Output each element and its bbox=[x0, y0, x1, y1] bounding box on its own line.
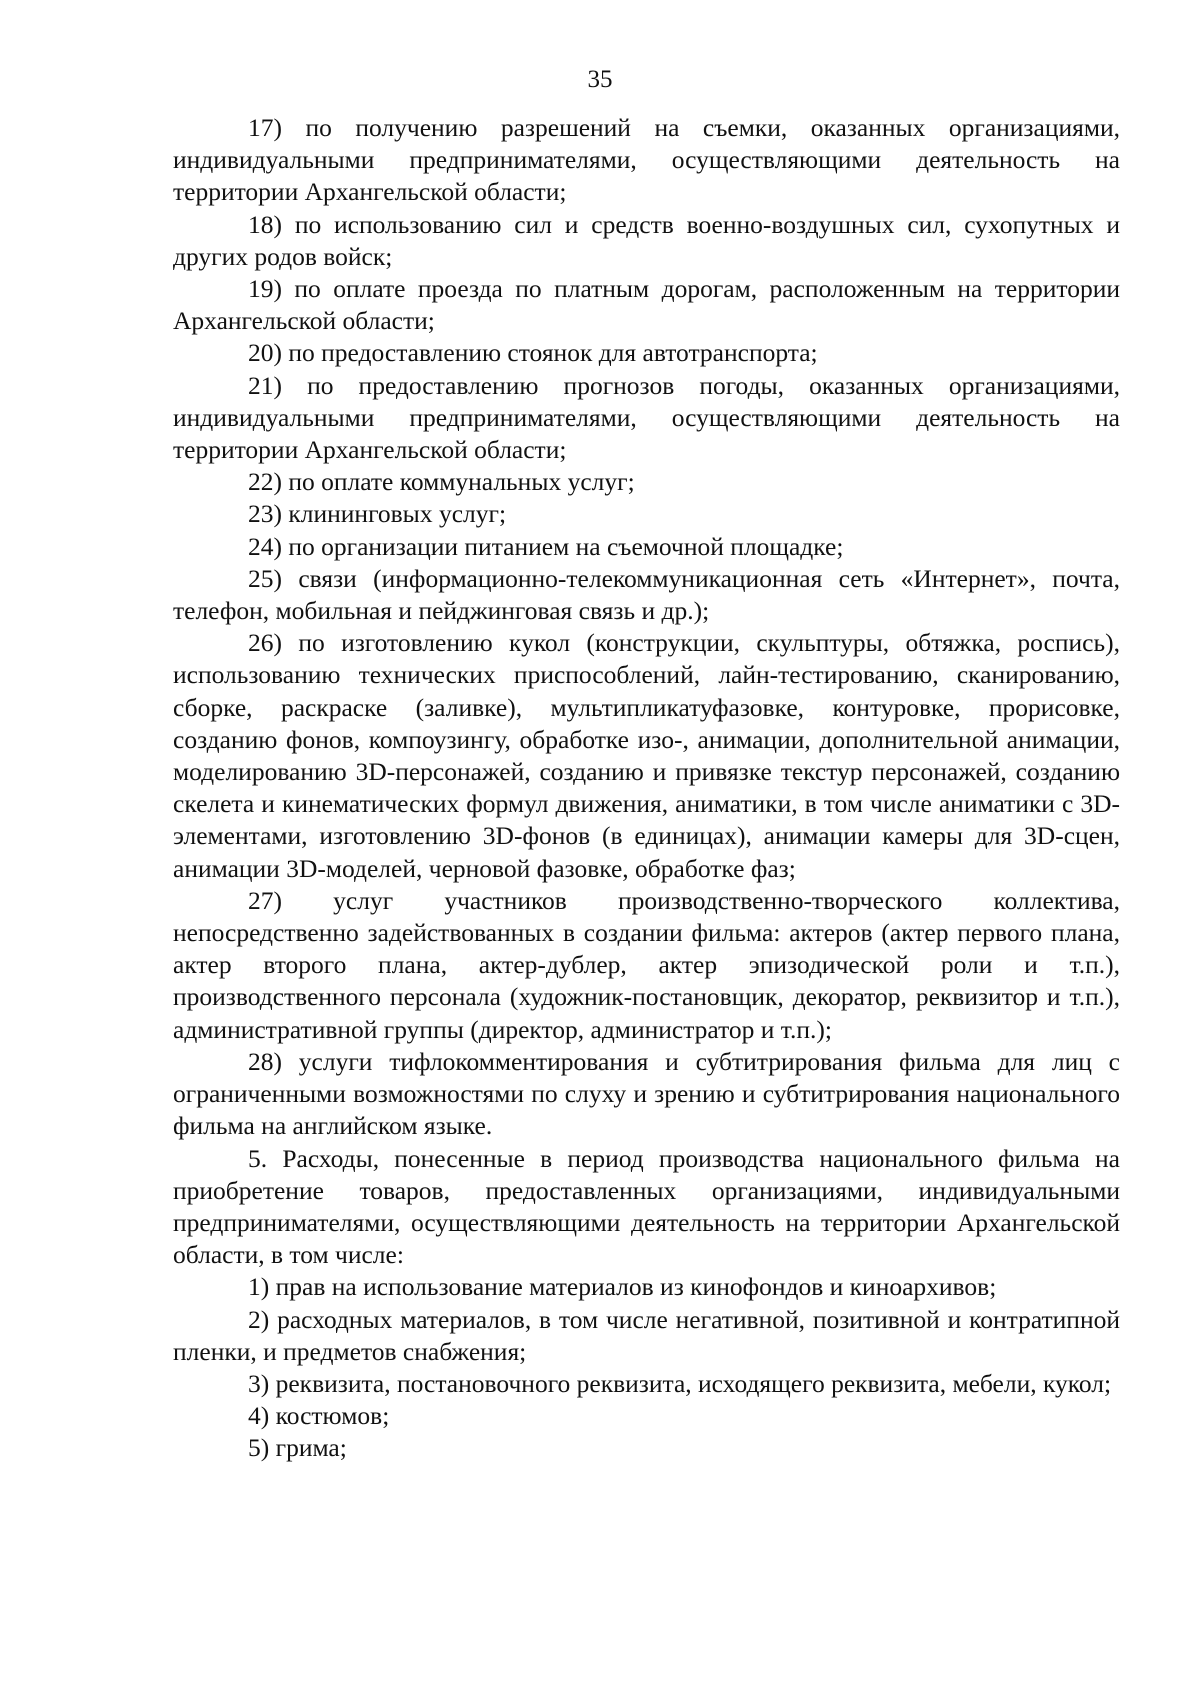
paragraph-item-28: 28) услуги тифлокомментирования и субтитрирования фильма для лиц с ограниченными возможностями по слуху и зрению и субтитрирования национального фильма на английском языке. bbox=[173, 1046, 1120, 1141]
paragraph-item-25: 25) связи (информационно-телекоммуникационная сеть «Интернет», почта, телефон, мобильная и пейджинговая связь и др.); bbox=[173, 563, 1120, 626]
paragraph-item-19: 19) по оплате проезда по платным дорогам, расположенным на территории Архангельской области; bbox=[173, 274, 1120, 336]
document-body bbox=[173, 112, 1120, 1465]
paragraph-item-26: 26) по изготовлению кукол (конструкции, скульптуры, обтяжка, роспись), использованию технических приспособлений, лайн-тестированию, сканированию, сборке, раскраске (заливке), мультипликатуфазовке, контуровке, прорисовке, созданию фонов, компоузингу, обработке изо-, анимации, дополнительной анимации, моделированию 3D-персонажей, созданию и привязке текстур персонажей, созданию скелета и кинематических формул движения, аниматики, в том числе аниматики с 3D-элементами, изготовлению 3D-фонов (в единицах), анимации камеры для 3D-сцен, анимации 3D-моделей, черновой фазовке, обработке фаз; bbox=[173, 628, 1120, 883]
subitem-1: 1) прав на использование материалов из кинофондов и киноархивов; bbox=[248, 1272, 997, 1302]
section-5-paragraph: 5. Расходы, понесенные в период производства национального фильма на приобретение товаров, предоставленных организациями, индивидуальными предпринимателями, осуществляющими деятельность на территории Архангельской области, в том числе: bbox=[173, 1143, 1120, 1270]
paragraph-item-18: 18) по использованию сил и средств военно-воздушных сил, сухопутных и других родов войск; bbox=[173, 209, 1120, 271]
paragraph-item-23: 23) клининговых услуг; bbox=[248, 499, 507, 529]
subitem-2: 2) расходных материалов, в том числе негативной, позитивной и контратипной пленки, и предметов снабжения; bbox=[173, 1304, 1120, 1366]
paragraph-item-27: 27) услуг участников производственно-творческого коллектива, непосредственно задействованных в создании фильма: актеров (актер первого плана, актер второго плана, актер-дублер, актер эпизодической роли и т.п.), производственного персонала (художник-постановщик, декоратор, реквизитор и т.п.), административной группы (директор, администратор и т.п.); bbox=[173, 885, 1120, 1044]
paragraph-item-17: 17) по получению разрешений на съемки, оказанных организациями, индивидуальными предпринимателями, осуществляющими деятельность на территории Архангельской области; bbox=[173, 113, 1120, 207]
paragraph-item-21: 21) по предоставлению прогнозов погоды, оказанных организациями, индивидуальными предпринимателями, осуществляющими деятельность на территории Архангельской области; bbox=[173, 370, 1120, 465]
subitem-3: 3) реквизита, постановочного реквизита, исходящего реквизита, мебели, кукол; bbox=[248, 1368, 1112, 1398]
page-number: 35 bbox=[587, 66, 613, 93]
paragraph-item-24: 24) по организации питанием на съемочной площадке; bbox=[248, 531, 844, 561]
paragraph-item-22: 22) по оплате коммунальных услуг; bbox=[248, 467, 635, 497]
subitem-4: 4) костюмов; bbox=[248, 1401, 390, 1431]
subitem-5: 5) грима; bbox=[248, 1433, 347, 1463]
paragraph-item-20: 20) по предоставлению стоянок для автотранспорта; bbox=[248, 338, 818, 368]
